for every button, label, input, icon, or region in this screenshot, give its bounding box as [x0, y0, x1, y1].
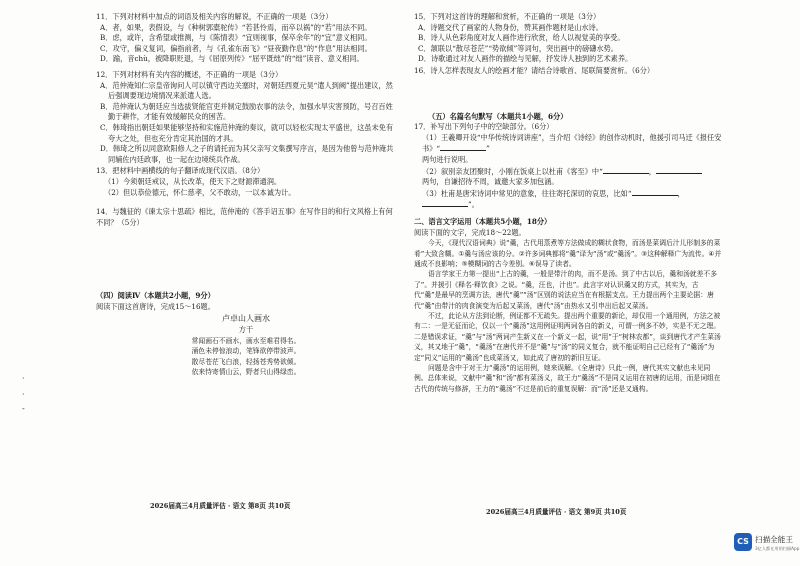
section-heading: （五）名篇名句默写（本题共1小题，6分） — [428, 111, 568, 121]
camscanner-logo-icon: CS — [734, 533, 752, 551]
reading-paragraph: 不过，此论从方法到论断，例证都不无疏失。提出两个重要的新论，却仅用一个通用例，方法之被有二：一是无征而论，仅以一个“羹汤”这用例证明两词各自的新义，可谓一例多不妙，实是不无之理。二是错误求证，“羹”与“汤”两词产生新义在一个新义一起，说“用”于“树林农都”，谈到唐代才产生菜汤义，其又地于“羹”，“羹汤”在唐代并不是“羹”与“汤”的同义复合，就不能证明自己已经有了“羹汤”为定“同义”运用的“羹汤”也成菜汤又，如此成了唐初的新旧互证。 — [414, 311, 721, 362]
answer-blank[interactable] — [422, 199, 468, 207]
page-footer-left: 2026届高三4月质量评估 · 语文 第8页 共10页 — [150, 502, 291, 510]
reading-paragraph: 问题是含中于对王力“羹汤”的运用例，她来误解。《全唐诗》只此一例，唐代其实文献也未见同例。总体来说，文献中“羹”和“汤”都有菜汤义，故王力“羹汤”不是同义运用在初唐的运用，而是词组在古代的传统与修辞，王力的“羹汤”不过是前后的重复误解：而“汤”还是又通构。 — [414, 363, 721, 393]
left-page — [96, 12, 396, 532]
question-stem: 12．下列对材料有关内容的概述，不正确的一项是（3分） — [96, 69, 283, 79]
section-4 — [96, 291, 396, 378]
section-heading: （四）阅读Ⅳ（本题共2小题，9分） — [96, 291, 215, 301]
answer-blank[interactable] — [440, 143, 486, 151]
question-stem: 13．把材料中画横线的句子翻译成现代汉语。（8分） — [96, 166, 265, 176]
scanner-watermark — [734, 531, 800, 561]
option-b: B．范仲淹认为朝廷应当选拔贤能官吏并制定鼓励农事的法令，加强水旱灾害预防，号召百姓勤于耕作，才能有效缓解民众的困苦。 — [100, 101, 393, 122]
sub-item-2: （2）叙别亲友团聚时，小刚在饭桌上以杜甫《客至》中“ ， — [414, 166, 722, 178]
option-a: A．者，如果，表假设，与《种树郭橐驼传》“若甚怜焉，而卒以祸”的“若”用法不同。 — [100, 22, 372, 32]
part-intro: 阅读下面的文字，完成18～22题。 — [414, 227, 526, 237]
poem-line: 涌色未停惊浪动，笔锋欲停带波声。 — [191, 347, 301, 356]
margin-dot: · — [22, 390, 25, 399]
reading-paragraph: 今天，《现代汉语词典》说“羹，古代用蒸煮等方法做成的糊状食物，而汤是菜调后汁儿形制多的菜肴”大致含糊。①羹与汤应该的分。②许多词典都将“羹”译为“汤”或“羹汤”。③这种解释广为流传。④并通成不良影响；⑤模糊词的古今差别。⑥误导了读者。 — [414, 239, 722, 268]
part-2 — [414, 217, 722, 394]
section-5 — [414, 112, 722, 211]
question-stem: 15．下列对这首诗的理解和赏析，不正确的一项是（3分） — [414, 12, 601, 21]
sub-item-3: （3）杜甫是唐宋诗词中常见的意象，往往寄托深切的哀思，比如“ ，”。 — [422, 188, 685, 210]
sub-item-1-cont: 两句进行说明。 — [422, 154, 473, 164]
option-d: D．踰，音chù，被降职贬退，与《屈原列传》“屈平既绌”的“绌”读音、意义相同。 — [100, 54, 364, 64]
option-d: D．诗歌通过对友人画作的描绘与见解，抒发诗人独到的艺术素养。 — [418, 54, 633, 64]
option-a: A．范仲淹知仁宗皇帝询问人可以镇守西边关塞时，对朝廷西夏元昊“遣人到阙”提出建议，然后强调要现边境情况来派遣人选。 — [100, 80, 393, 101]
watermark-name: 扫描全能王 — [755, 535, 793, 544]
option-d: D．韩琦之所以同意欧阳修人之子的请托而为其父亲写文集撰写序言，是因为他曾与范仲淹共同辅佐内廷政事，也一起在边境统兵作战。 — [100, 144, 394, 164]
question-15 — [414, 12, 722, 65]
poem-line: 散尽苍茫飞白浪，轻扬苍秀势欲倾。 — [191, 357, 301, 366]
sub-item-2: （2）但以恭俭德元，怀仁慈孝，父不敢动，一以本诚为计。 — [104, 187, 296, 197]
margin-dot: - — [22, 404, 25, 413]
part-heading: 二、语言文字运用（本题共5小题，18分） — [414, 216, 552, 226]
sub-item-2-cont: 两句，自谦招待不周，诚邀大家多加包涵。 — [422, 177, 559, 187]
option-b: B．诗人从色彩角度对友人画作进行欣赏，给人以视觉美的享受。 — [418, 33, 625, 43]
question-14 — [96, 207, 396, 228]
sub-item-1: （1）王羲卿开设“中华传统诗词讲座”，当介绍《诗经》的创作动机时，他援引司马迁《报任安书》“ ” — [422, 132, 722, 154]
poem-line: 依来恃寄情山云，野者只山得绿峦。 — [191, 368, 301, 377]
question-stem: 16．诗人怎样表现友人的绘画才能？请结合诗歌首、尾联简要赏析。（6分） — [414, 65, 655, 75]
option-c: C．颔联以“散尽苍茫”“势欲倾”等词句，突出画中的磅礴水势。 — [418, 43, 618, 53]
right-page — [414, 12, 722, 532]
option-c: C．攻守，偏义复词，偏指前者，与《孔雀东南飞》“昼夜勤作息”的“作息”用法相同。 — [100, 43, 372, 53]
answer-blank[interactable] — [656, 166, 702, 174]
sub-item-1: （1）今须朝廷戒议，从长改革，使天下之财源滞通润。 — [104, 176, 282, 186]
page-footer-right: 2026届高三4月质量评估 · 语文 第9页 共10页 — [486, 508, 627, 516]
question-stem: 11．下列对材料中加点的词语及相关内容的解说，不正确的一项是（3分） — [96, 12, 333, 21]
answer-blank[interactable] — [632, 188, 678, 196]
poem-title: 卢卓山人画水 — [222, 314, 270, 324]
margin-dot: · — [22, 374, 25, 383]
question-stem: 14．与魏征的《谏太宗十思疏》相比，范仲淹的《答手诏五事》在写作目的和行文风格上有何不同？（5分） — [96, 207, 393, 227]
question-11 — [96, 12, 396, 65]
question-16 — [414, 66, 722, 77]
poem-line: 常闻画石不画水，画水至难君得名。 — [191, 336, 301, 345]
option-a: A．诗题交代了画家的人物身份，赞其画作题材是山水诗。 — [418, 22, 603, 32]
question-13 — [96, 166, 396, 198]
watermark-subtitle: 3亿人都在用的扫描App — [755, 546, 800, 551]
question-12 — [96, 70, 396, 165]
reading-paragraph: 语言学家王力第一提出“上古的羹，一般是带汁的肉，而不是汤。到了中古以后，羹和汤就差不多了”。并援引《释名·释饮食》之说。“羹，汪也，汁也”。此言字对认识羹又的方式，其实为，古代“羹”是最早的烹调方法，唐代“羹”“汤”区别的说法应当在有根据支点。王力提出两个主要论据：唐代“羹”由带汁的肉食演变为后起又菜汤，唐代“汤”由热水又引申出后起又菜汤。 — [414, 270, 717, 310]
answer-blank[interactable] — [603, 166, 649, 174]
option-b: B．虑，或许，含希望或推测，与《陈情表》“宜则视事，保卒余年”的“宜”意义相同。 — [100, 33, 372, 43]
poem-author: 方干 — [238, 325, 254, 335]
question-17: 17．补写出下列句子中的空缺部分。（6分） — [414, 122, 554, 132]
section-intro: 阅读下面这首唐诗，完成15～16题。 — [96, 301, 215, 311]
option-c: C．韩琦指出朝廷如果能够坚持和实施范仲淹的奏议，就可以轻松实现太平盛世，这虽未免有夸大之处，但也充分肯定其治国的才具。 — [100, 122, 394, 143]
